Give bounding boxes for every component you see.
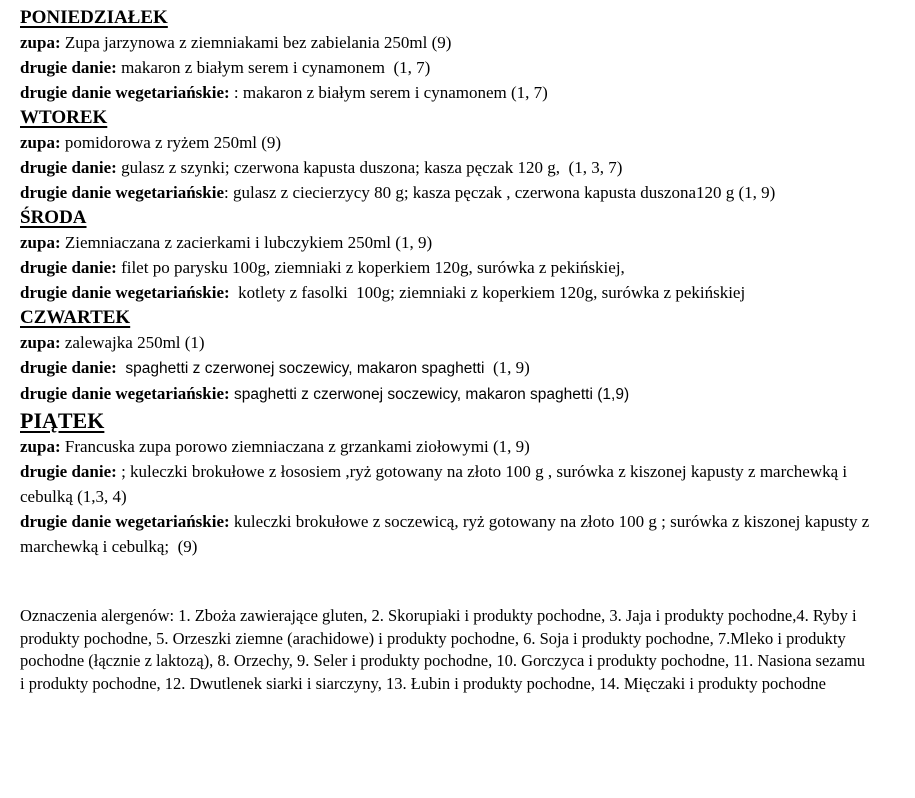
menu-line-label: drugie danie:: [20, 258, 117, 277]
menu-line-label: drugie danie wegetariańskie:: [20, 83, 230, 102]
menu-line-main: [20, 55, 897, 80]
menu-line-label: drugie danie:: [20, 462, 117, 481]
menu-line-text: kuleczki brokułowe z soczewicą, ryż gotowany na złoto 100 g ; surówka z kiszonej kapusty z marchewką i cebulką; (9): [20, 512, 874, 556]
menu-line-soup: [20, 130, 897, 155]
day-section-wednesday: [20, 205, 897, 305]
menu-line-vegetarian: [20, 509, 897, 559]
menu-line-label: drugie danie wegetariańskie: [20, 183, 224, 202]
menu-line-text: : makaron z białym serem i cynamonem (1, 7): [229, 83, 548, 102]
menu-line-label: drugie danie:: [20, 358, 117, 377]
menu-line-text: ; kuleczki brokułowe z łososiem ,ryż gotowany na złoto 100 g , surówka z kiszonej kapusty z marchewką i cebulką (1,3, 4): [20, 462, 852, 506]
menu-line-label: drugie danie wegetariańskie:: [20, 384, 230, 403]
menu-line-vegetarian: [20, 381, 897, 407]
menu-line-vegetarian: [20, 280, 897, 305]
menu-line-vegetarian: [20, 180, 897, 205]
day-heading-friday: PIĄTEK: [20, 408, 105, 433]
menu-line-label: zupa:: [20, 333, 61, 352]
menu-line-soup: [20, 230, 897, 255]
day-section-thursday: [20, 305, 897, 407]
day-section-monday: [20, 5, 897, 105]
menu-line-main: [20, 155, 897, 180]
menu-line-text: Zupa jarzynowa z ziemniakami bez zabielania 250ml (9): [60, 33, 452, 52]
menu-line-label: zupa:: [20, 33, 61, 52]
menu-line-text: zalewajka 250ml (1): [60, 333, 205, 352]
menu-line-vegetarian: [20, 80, 897, 105]
menu-line-soup: [20, 434, 897, 459]
menu-line-label: drugie danie:: [20, 58, 117, 77]
menu-line-text: pomidorowa z ryżem 250ml (9): [60, 133, 282, 152]
menu-line-text: filet po parysku 100g, ziemniaki z koperkiem 120g, surówka z pekińskiej,: [116, 258, 625, 277]
day-heading-monday: PONIEDZIAŁEK: [20, 7, 168, 28]
menu-line-text: spaghetti z czerwonej soczewicy, makaron spaghetti: [116, 360, 489, 377]
day-heading-tuesday: WTOREK: [20, 107, 108, 128]
allergen-legend: Oznaczenia alergenów: 1. Zboża zawierające gluten, 2. Skorupiaki i produkty pochodne, 3. Jaja i produkty pochodne,4. Ryby i produkty pochodne, 5. Orzeszki ziemne (arachidowe) i produkty pochodne, 6. Soja i produkty pochodne, 7.Mleko i produkty pochodne (łącznie z laktozą), 8. Orzechy, 9. Seler i produkty pochodne, 10. Gorczyca i produkty pochodne, 11. Nasiona sezamu i produkty pochodne, 12. Dwutlenek siarki i siarczyny, 13. Łubin i produkty pochodne, 14. Mięczaki i produkty pochodne: [20, 606, 870, 693]
day-section-friday: [20, 407, 897, 559]
menu-line-text: gulasz z szynki; czerwona kapusta duszona; kasza pęczak 120 g, (1, 3, 7): [116, 158, 623, 177]
menu-line-text: Ziemniaczana z zacierkami i lubczykiem 250ml (1, 9): [60, 233, 433, 252]
menu-line-label: drugie danie:: [20, 158, 117, 177]
menu-line-soup: [20, 330, 897, 355]
menu-line-label: zupa:: [20, 233, 61, 252]
menu-line-main: [20, 355, 897, 381]
menu-line-text: Francuska zupa porowo ziemniaczana z grzankami ziołowymi (1, 9): [60, 437, 530, 456]
menu-line-main: [20, 459, 897, 509]
day-section-tuesday: [20, 105, 897, 205]
menu-line-label: drugie danie wegetariańskie:: [20, 283, 230, 302]
menu-line-text: kotlety z fasolki 100g; ziemniaki z koperkiem 120g, surówka z pekińskiej: [229, 283, 746, 302]
menu-line-label: zupa:: [20, 133, 61, 152]
menu-line-allergen-suffix: (1, 9): [488, 358, 530, 377]
menu-line-text: : gulasz z ciecierzycy 80 g; kasza pęczak , czerwona kapusta duszona120 g (1, 9): [224, 183, 776, 202]
menu-line-text: makaron z białym serem i cynamonem (1, 7): [116, 58, 431, 77]
menu-line-label: zupa:: [20, 437, 61, 456]
menu-line-soup: [20, 30, 897, 55]
menu-line-main: [20, 255, 897, 280]
day-heading-thursday: CZWARTEK: [20, 307, 131, 328]
day-heading-wednesday: ŚRODA: [20, 207, 87, 228]
menu-line-label: drugie danie wegetariańskie:: [20, 512, 230, 531]
menu-line-text: spaghetti z czerwonej soczewicy, makaron spaghetti (1,9): [229, 386, 630, 403]
